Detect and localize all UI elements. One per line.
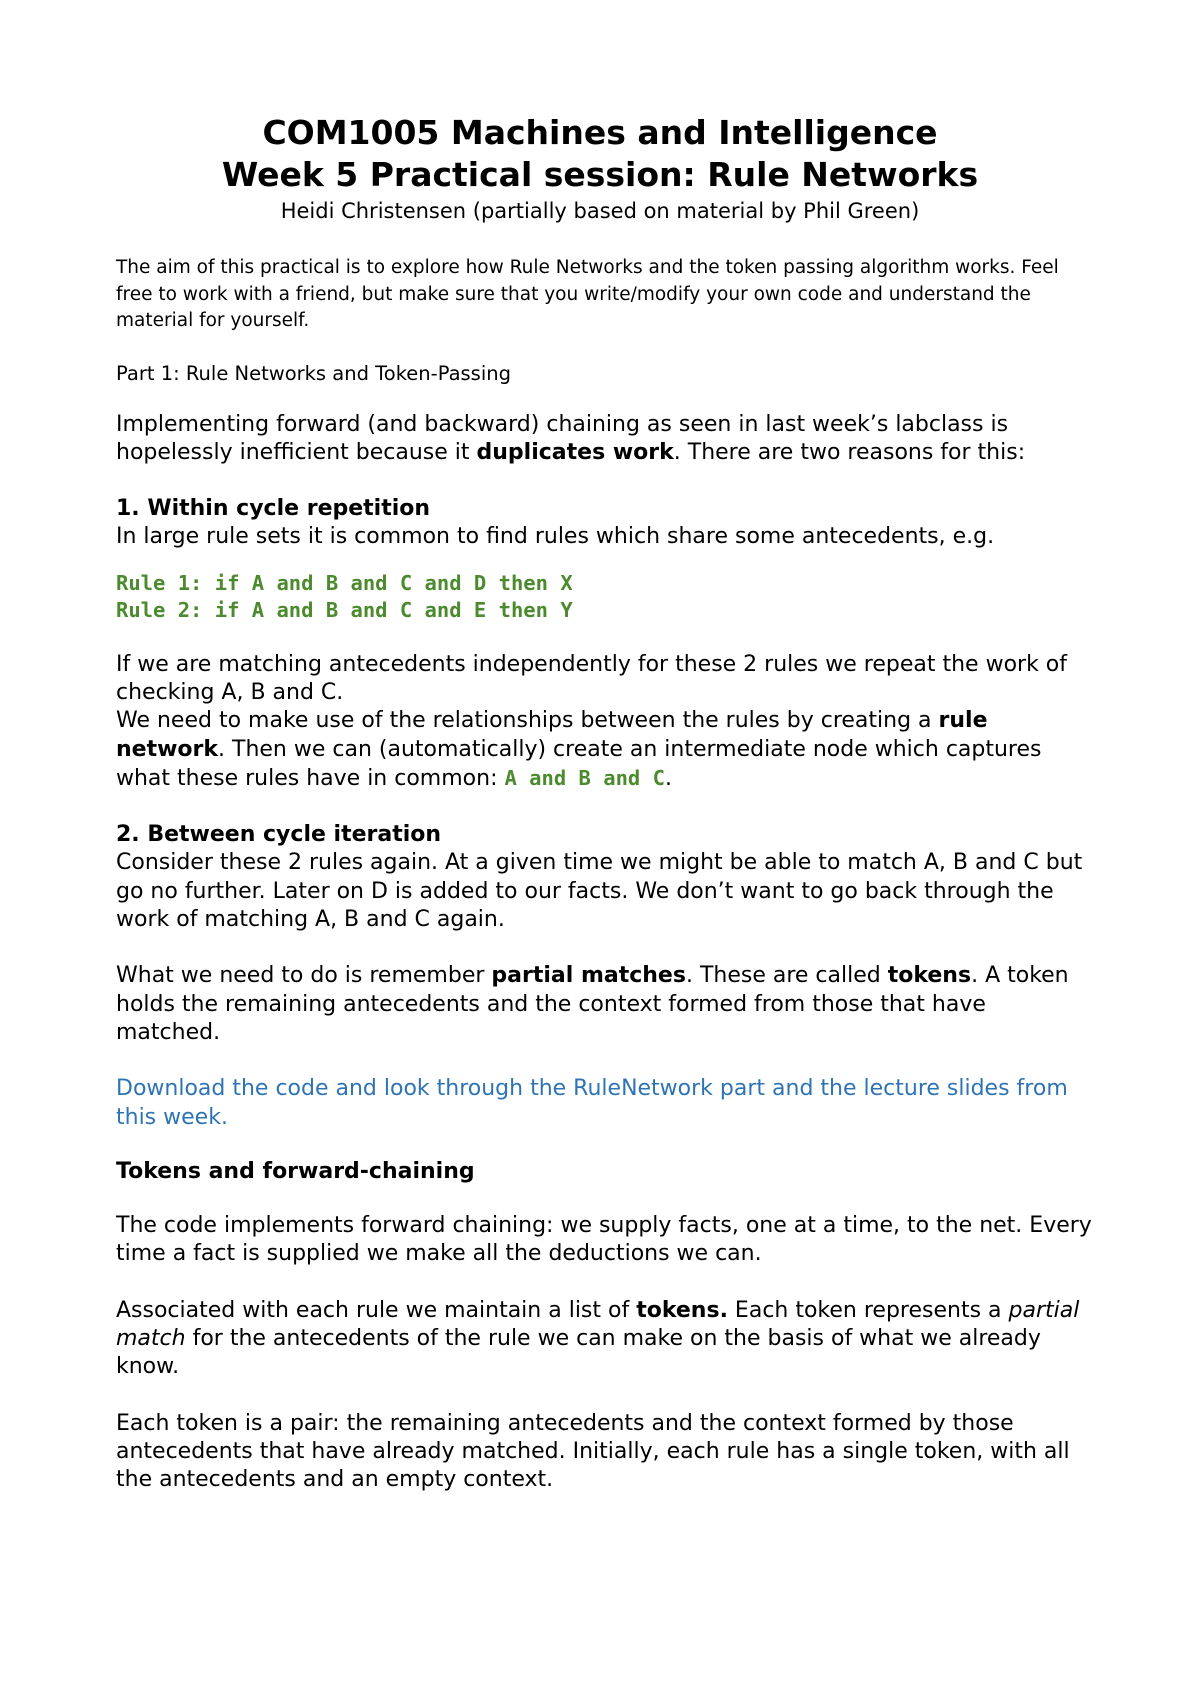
- document-header: [0, 112, 1200, 226]
- matching-paragraph: If we are matching antecedents independently for these 2 rules we repeat the work of checking A, B and C.: [116, 651, 1068, 705]
- pair-paragraph: Each token is a pair: the remaining antecedents and the context formed by those antecedents that have already matched. Initially, each rule has a single token, with all the antecedents and an empty context.: [116, 1410, 1070, 1493]
- assoc-italic-partial-match: partial match: [116, 1297, 1080, 1352]
- assoc-text-e: for the antecedents of the rule we can make on the basis of what we already know.: [116, 1326, 1041, 1380]
- assoc-text-a: Associated with each rule we maintain a list of: [116, 1297, 637, 1323]
- rules-code-block: [116, 570, 1096, 625]
- tokens-text-c: . These are called: [685, 963, 888, 989]
- document-body: [116, 255, 1096, 1523]
- tokens-paragraph: [116, 962, 1096, 1047]
- title-line-2: Week 5 Practical session: Rule Networks: [221, 155, 979, 194]
- tokens-bold-tokens: tokens: [887, 963, 972, 989]
- rule-1-line: Rule 1: if A and B and C and D then X: [116, 570, 573, 595]
- author-line: Heidi Christensen (partially based on material by Phil Green): [280, 199, 920, 223]
- title-line-1: COM1005 Machines and Intelligence: [262, 113, 938, 152]
- chaining-paragraph: [116, 411, 1096, 468]
- section-1-heading: 1. Within cycle repetition: [116, 496, 431, 522]
- associated-paragraph: [116, 1297, 1096, 1382]
- tokens-bold-partial-matches: partial matches: [491, 963, 686, 989]
- part-1-heading: Part 1: Rule Networks and Token-Passing: [116, 361, 511, 385]
- section-2-text: Consider these 2 rules again. At a given time we might be able to match A, B and C but go no further. Later on D is added to our facts. We don’t want to go back through the work of matching A, B and C again.: [116, 850, 1083, 933]
- download-note: Download the code and look through the RuleNetwork part and the lecture slides from this week.: [116, 1076, 1068, 1130]
- network-bold-rule-network: rule network: [116, 708, 988, 762]
- chaining-text-c: . There are two reasons for this:: [673, 439, 1026, 465]
- network-text-a: We need to make use of the relationships between the rules by creating a: [116, 708, 939, 734]
- assoc-bold-tokens: tokens.: [636, 1297, 728, 1323]
- intro-paragraph: The aim of this practical is to explore how Rule Networks and the token passing algorithm works. Feel free to work with a friend, but make sure that you write/modify your own code and understand the material for yourself.: [116, 257, 1059, 331]
- tokens-text-a: What we need to do is remember: [116, 963, 492, 989]
- section-1-text: In large rule sets it is common to find rules which share some antecedents, e.g.: [116, 524, 995, 550]
- rule-2-line: Rule 2: if A and B and C and E then Y: [116, 598, 573, 623]
- network-inline-code: A and B and C: [504, 765, 665, 790]
- assoc-text-c: Each token represents a: [727, 1297, 1009, 1323]
- chaining-text-a: Implementing forward (and backward) chaining as seen in last week’s labclass is hopelessly inefficient because it: [116, 411, 1009, 465]
- network-text-c: . Then we can (automatically) create an intermediate node which captures what these rules have in common:: [116, 736, 1042, 791]
- tokens-forward-heading: Tokens and forward-chaining: [116, 1158, 475, 1184]
- tokens-text-e: . A token holds the remaining antecedents and the context formed from those that have matched.: [116, 963, 1069, 1045]
- network-paragraph: [116, 707, 1096, 793]
- chaining-bold-duplicates: duplicates work: [476, 439, 674, 465]
- section-2-heading: 2. Between cycle iteration: [116, 822, 442, 848]
- forward-paragraph: The code implements forward chaining: we supply facts, one at a time, to the net. Every time a fact is supplied we make all the deductions we can.: [116, 1213, 1092, 1267]
- network-text-d: .: [664, 765, 672, 791]
